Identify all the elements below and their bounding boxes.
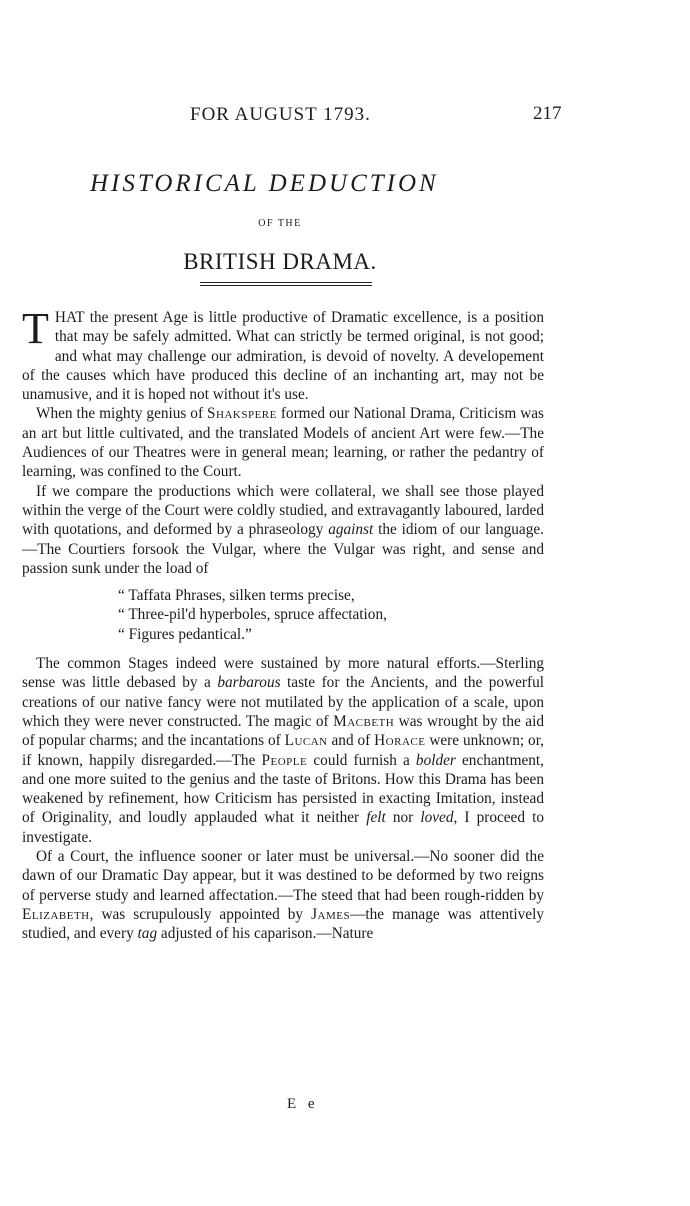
title-rule — [200, 282, 372, 286]
paragraph-5: Of a Court, the influence sooner or later must be universal.—No sooner did the dawn of our Dramatic Day appear, but it was destined to be deformed by two reigns of perverse study and learned affectation.—The steed that had been rough-ridden by Elizabeth, was scrupulously appointed by James—the manage was attentively studied, and every tag adjusted of his caparison.—Nature — [22, 848, 544, 943]
paragraph-4: The common Stages indeed were sustained by more natural efforts.—Sterling sense was little debased by a barbarous taste for the Ancients, and the powerful creations of our native fancy were not mutilated by the application of a scale, upon which they were never constructed. The magic of Macbeth was wrought by the aid of popular charms; and the incantations of Lucan and of Horace were unknown; or, if known, happily disregarded.—The People could furnish a bolder enchantment, and one more suited to the genius and the taste of Britons. How this Drama has been weakened by refinement, how Criticism has persisted in exacting Imitation, instead of Originality, and loudly applauded what it neither felt nor loved, I proceed to investigate. — [22, 655, 544, 846]
drop-cap: T — [22, 304, 49, 353]
running-head: FOR AUGUST 1793. — [190, 104, 371, 125]
paragraph-3: If we compare the productions which were collateral, we shall see those played within the verge of the Court were coldly studied, and extravagantly laboured, larded with quotations, and deformed by a phraseology against the idiom of our language.—The Courtiers forsook the Vulgar, where the Vulgar was right, and sense and passion sunk under the load of — [22, 482, 544, 577]
block-quote — [118, 586, 544, 644]
quote-line: “ Taffata Phrases, silken terms precise, — [118, 587, 355, 605]
page-number: 217 — [533, 103, 562, 124]
article-title: HISTORICAL DEDUCTION — [90, 170, 439, 197]
paragraph-1: THAT the present Age is little productive of Dramatic excellence, is a position that may be safely admitted. What can strictly be termed original, is not good; and what may challenge our admiration, is devoid of novelty. A developement of the causes which have produced this decline of an inchanting art, may not be unamusive, and it is hoped not without it's use. — [22, 304, 544, 404]
quote-line: “ Three-pil'd hyperboles, spruce affectation, — [118, 606, 387, 624]
article-body — [22, 304, 545, 944]
quote-line: “ Figures pedantical.” — [118, 625, 252, 643]
signature-mark: E e — [287, 1096, 319, 1112]
title-connector: OF THE — [258, 218, 302, 229]
article-subtitle: BRITISH DRAMA. — [183, 249, 377, 274]
paragraph-2: When the mighty genius of Shakspere formed our National Drama, Criticism was an art but little cultivated, and the translated Models of ancient Art were few.—The Audiences of our Theatres were in general mean; learning, or rather the pedantry of learning, was confined to the Court. — [22, 405, 545, 481]
